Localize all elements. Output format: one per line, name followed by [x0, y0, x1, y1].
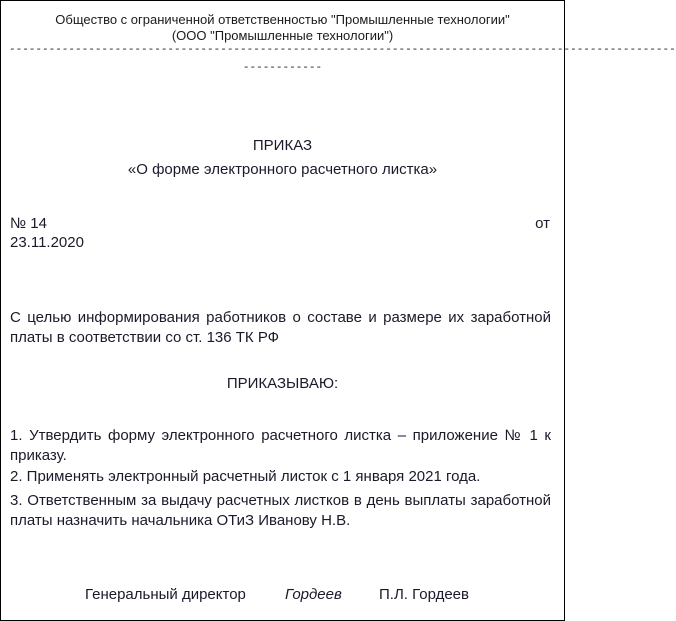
handwritten-signature: Гордеев [285, 586, 342, 603]
order-date: 23.11.2020 [10, 234, 84, 251]
order-item: 3. Ответственным за выдачу расчетных листков в день выплаты заработной платы назначить начальника ОТиЗ Иванову Н.В. [10, 492, 551, 529]
separator-line-continuation: ------------ [242, 62, 323, 74]
document-title: ПРИКАЗ [252, 137, 313, 154]
order-number: № 14 [10, 215, 47, 232]
organization-full-name: Общество с ограниченной ответственностью "Промышленные технологии" [55, 12, 510, 27]
purpose-paragraph: С целью информирования работников о составе и размере их заработной платы в соответствии со ст. 136 ТК РФ [10, 309, 551, 346]
signatory-position: Генеральный директор [85, 586, 246, 603]
order-directive-heading: ПРИКАЗЫВАЮ: [226, 375, 339, 392]
order-date-label: от [535, 215, 550, 232]
organization-short-name: (ООО "Промышленные технологии") [171, 28, 394, 43]
order-item: 1. Утвердить форму электронного расчетного листка – приложение № 1 к приказу. [10, 427, 551, 464]
signatory-name: П.Л. Гордеев [379, 586, 469, 603]
document-subtitle: «О форме электронного расчетного листка» [127, 161, 438, 178]
order-item: 2. Применять электронный расчетный листок с 1 января 2021 года. [10, 468, 481, 485]
separator-line: ----------------------------------------------------------------------------------------------------- [9, 44, 676, 56]
